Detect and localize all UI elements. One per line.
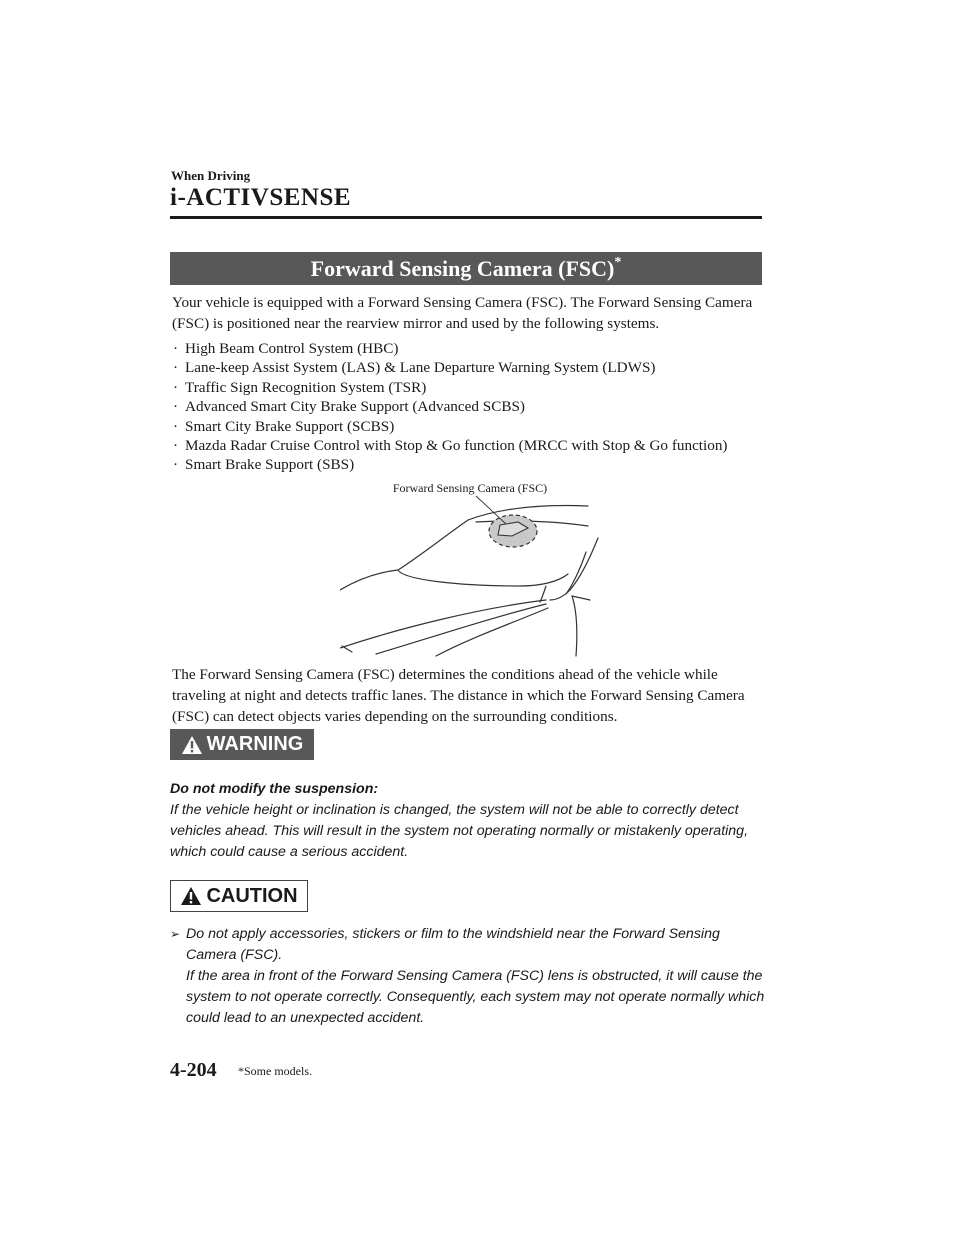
caution-item-heading: Do not apply accessories, stickers or film to the windshield near the Forward Sensing Camera (FSC). [186,926,720,963]
callout-leader [476,496,506,524]
header-rule [170,216,762,219]
list-item: · Smart Brake Support (SBS) [173,456,355,474]
camera-callout-label: Forward Sensing Camera (FSC) [392,481,548,495]
page-number: 4-204 [170,1059,217,1081]
windshield-bottom-edge [398,570,568,586]
warning-heading: Do not modify the suspension: [170,781,379,797]
list-item: · Mazda Radar Cruise Control with Stop & Go function (MRCC with Stop & Go function) [173,437,728,455]
dash-tick [342,646,352,652]
list-item: · High Beam Control System (HBC) [173,340,399,357]
bullet-dot: · [173,417,179,435]
bullet-dot: · [173,437,179,455]
caution-item [170,924,770,1029]
topic-title: Forward Sensing Camera (FSC) [310,256,615,281]
warning-triangle-icon [181,735,203,755]
description-paragraph: The Forward Sensing Camera (FSC) determines the conditions ahead of the vehicle while traveling at night and detects traffic lanes. The distance in which the Forward Sensing Camera (FSC) can detect objects varies depending on the surrounding conditions. [172,666,745,725]
warning-label: WARNING [206,733,304,755]
a-pillar-inner [566,552,586,594]
topic-banner [170,252,762,285]
door-edge [572,596,577,656]
warning-body: If the vehicle height or inclination is changed, the system will not be able to correctly detect vehicles ahead. This will result in the system not operating normally or mistakenly operating, which could cause a serious accident. [170,802,749,860]
bullet-dot: · [173,359,179,377]
warning-label-box [170,729,314,760]
chapter-label: When Driving [171,168,251,183]
footnote: *Some models. [238,1064,312,1078]
windshield-slope [398,520,468,570]
bullet-dot: · [173,398,179,416]
bullet-dot: · [173,340,179,357]
list-item: · Advanced Smart City Brake Support (Advanced SCBS) [173,398,525,416]
caution-label: CAUTION [206,884,298,907]
caution-label-box [170,880,308,912]
list-item: · Smart City Brake Support (SCBS) [173,417,395,435]
dash-line-1 [340,600,546,648]
arrow-bullet-icon: ➢ [170,927,181,941]
section-title: i-ACTIVSENSE [170,184,352,211]
list-item: · Lane-keep Assist System (LAS) & Lane Departure Warning System (LDWS) [173,359,656,377]
caution-triangle-icon [180,886,202,906]
some-models-mark: * [614,255,622,270]
bullet-dot: · [173,456,179,474]
a-pillar [550,538,598,600]
caution-item-body: If the area in front of the Forward Sensing Camera (FSC) lens is obstructed, it will cause the system to not operate correctly. Consequently, each system may not operate normally which could lead to an unexpected accident. [186,968,765,1026]
systems-list [170,339,770,475]
dash-line-3 [436,608,548,656]
list-item: · Traffic Sign Recognition System (TSR) [173,378,427,396]
intro-paragraph: Your vehicle is equipped with a Forward Sensing Camera (FSC). The Forward Sensing Camera (FSC) is positioned near the rearview mirror and used by the following systems. [172,294,753,332]
bullet-dot: · [173,378,179,396]
mirror-line [572,596,590,600]
camera-location-illustration [340,478,600,658]
hood-front-line [340,570,398,590]
roof-line [468,506,588,520]
